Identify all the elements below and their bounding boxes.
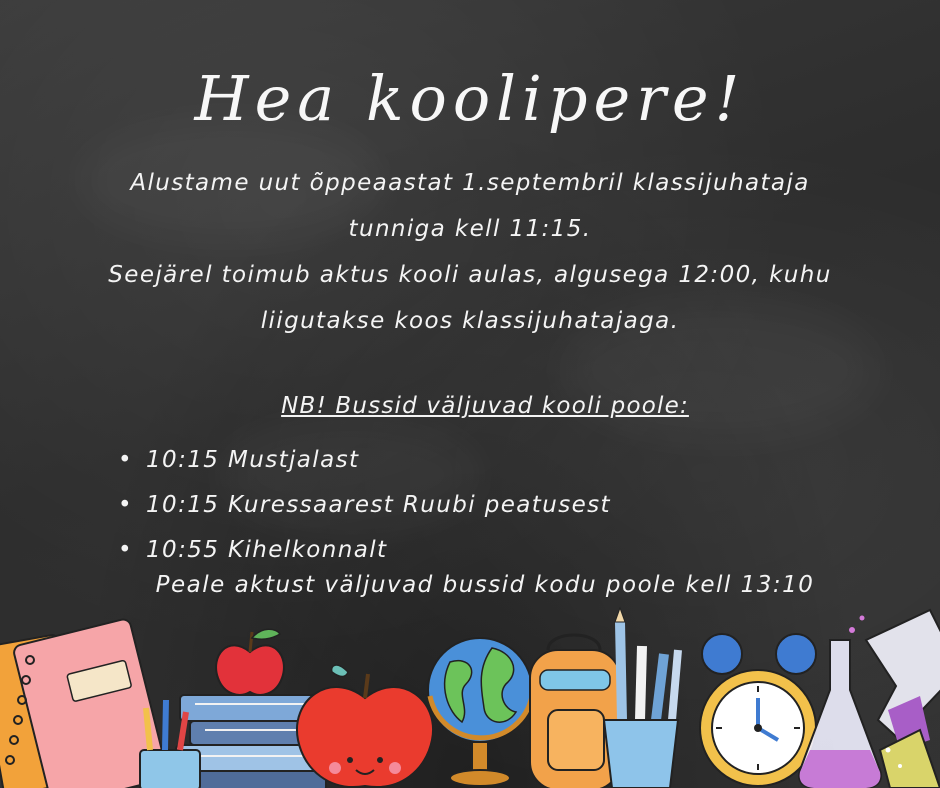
bus-heading: NB! Bussid väljuvad kooli poole: — [281, 393, 689, 419]
bus-list-item: • 10:55 Kihelkonnalt — [118, 528, 611, 573]
bus-list — [118, 438, 611, 573]
return-bus-note: Peale aktust väljuvad bussid kodu poole kell 13:10 — [155, 572, 815, 598]
intro-line: Alustame uut õppeaastat 1.septembril klassijuhataja — [130, 170, 810, 196]
bus-list-item: • 10:15 Kuressaarest Ruubi peatusest — [118, 483, 611, 528]
apple-icon — [216, 629, 284, 695]
flask-icon — [799, 610, 940, 788]
intro-line: Seejärel toimub aktus kooli aulas, algusega 12:00, kuhu — [108, 262, 832, 288]
intro-line: tunniga kell 11:15. — [348, 216, 592, 242]
backpack-icon — [530, 635, 620, 788]
intro-paragraph-1 — [60, 160, 880, 252]
bus-list-item: • 10:15 Mustjalast — [118, 438, 611, 483]
intro-paragraph-2 — [60, 252, 880, 344]
intro-line: liigutakse koos klassijuhatajaga. — [260, 308, 680, 334]
apple-character-icon — [297, 665, 433, 787]
globe-icon — [428, 638, 532, 786]
page-title: Hea koolipere! — [194, 62, 746, 135]
alarm-clock-icon — [700, 634, 816, 786]
school-supplies-illustration — [0, 600, 940, 788]
